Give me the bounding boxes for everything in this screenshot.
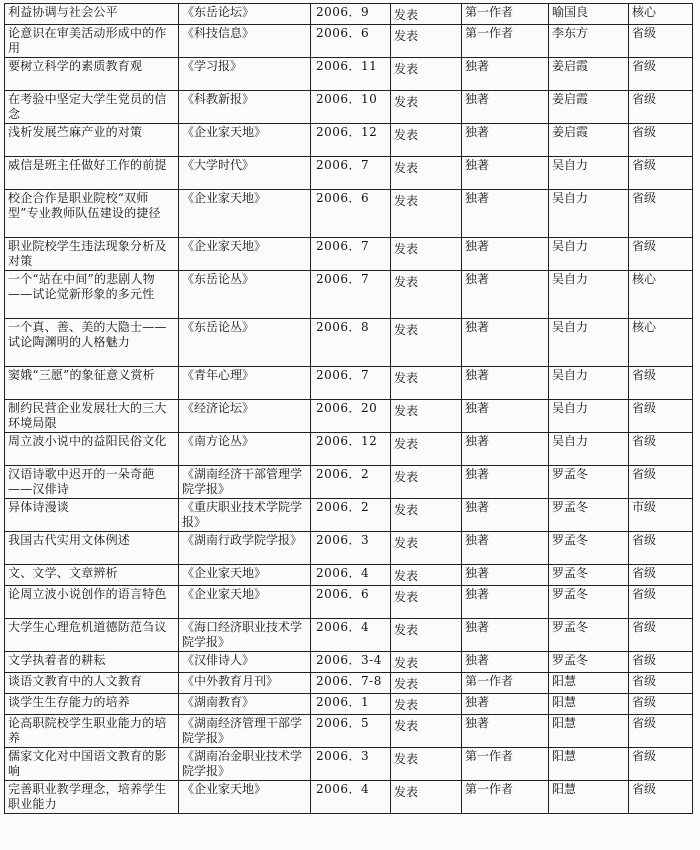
table-row [5,499,693,532]
table-row [5,271,693,319]
cell-title: 文、文学、文章辨析 [5,565,179,586]
cell-authorship: 第一作者 [462,781,549,814]
cell-type: 发表 [391,499,462,532]
table-row [5,619,693,652]
table-row [5,466,693,499]
cell-date: 2006．11 [311,58,391,91]
cell-title: 窦娥“三愿”的象征意义赏析 [5,367,179,400]
table-row [5,190,693,238]
table-row [5,652,693,673]
cell-author: 姜启霞 [549,58,629,91]
cell-author: 阳慧 [549,673,629,694]
cell-authorship: 独著 [462,466,549,499]
table-row [5,565,693,586]
cell-title: 我国古代实用文体例述 [5,532,179,565]
cell-authorship: 独著 [462,367,549,400]
cell-author: 罗孟冬 [549,619,629,652]
cell-type: 发表 [391,4,462,25]
cell-level: 省级 [629,190,693,238]
cell-date: 2006．7 [311,367,391,400]
table-row [5,124,693,157]
cell-type: 发表 [391,466,462,499]
cell-date: 2006．1 [311,694,391,715]
cell-title: 威信是班主任做好工作的前提 [5,157,179,190]
cell-type: 发表 [391,652,462,673]
cell-authorship: 独著 [462,91,549,124]
cell-date: 2006．6 [311,190,391,238]
cell-date: 2006．20 [311,400,391,433]
cell-authorship: 独著 [462,499,549,532]
table-row [5,433,693,466]
cell-level: 省级 [629,652,693,673]
cell-level: 省级 [629,58,693,91]
cell-type: 发表 [391,319,462,367]
cell-author: 喻国良 [549,4,629,25]
cell-journal: 《青年心理》 [179,367,311,400]
cell-date: 2006．5 [311,715,391,748]
cell-type: 发表 [391,271,462,319]
cell-level: 市级 [629,499,693,532]
cell-authorship: 独著 [462,157,549,190]
cell-author: 阳慧 [549,694,629,715]
cell-journal: 《湖南经济管理干部学院学报》 [179,715,311,748]
cell-author: 吴自力 [549,367,629,400]
cell-type: 发表 [391,715,462,748]
cell-date: 2006．6 [311,586,391,619]
cell-level: 核心 [629,319,693,367]
cell-title: 校企合作是职业院校“双师型”专业教师队伍建设的捷径 [5,190,179,238]
cell-authorship: 独著 [462,433,549,466]
cell-date: 2006．3 [311,532,391,565]
cell-date: 2006．7 [311,157,391,190]
cell-title: 浅析发展苎麻产业的对策 [5,124,179,157]
cell-date: 2006．6 [311,25,391,58]
cell-level: 省级 [629,400,693,433]
publication-table-body [5,4,693,814]
cell-journal: 《企业家天地》 [179,586,311,619]
cell-level: 省级 [629,565,693,586]
cell-date: 2006．10 [311,91,391,124]
cell-journal: 《科教新报》 [179,91,311,124]
cell-authorship: 第一作者 [462,4,549,25]
cell-level: 省级 [629,694,693,715]
cell-journal: 《汉俳诗人》 [179,652,311,673]
table-row [5,4,693,25]
cell-journal: 《湖南冶金职业技术学院学报》 [179,748,311,781]
cell-type: 发表 [391,400,462,433]
cell-journal: 《企业家天地》 [179,781,311,814]
cell-title: 利益协调与社会公平 [5,4,179,25]
cell-title: 在考验中坚定大学生党员的信念 [5,91,179,124]
cell-authorship: 独著 [462,715,549,748]
table-row [5,781,693,814]
cell-journal: 《海口经济职业技术学院学报》 [179,619,311,652]
table-row [5,748,693,781]
cell-author: 阳慧 [549,781,629,814]
cell-level: 省级 [629,367,693,400]
cell-date: 2006．12 [311,124,391,157]
cell-authorship: 独著 [462,694,549,715]
cell-date: 2006．4 [311,781,391,814]
table-row [5,238,693,271]
cell-type: 发表 [391,124,462,157]
cell-journal: 《中外教育月刊》 [179,673,311,694]
cell-date: 2006．8 [311,319,391,367]
cell-title: 谈学生生存能力的培养 [5,694,179,715]
cell-authorship: 独著 [462,652,549,673]
cell-type: 发表 [391,190,462,238]
cell-date: 2006．9 [311,4,391,25]
cell-authorship: 独著 [462,271,549,319]
cell-level: 省级 [629,586,693,619]
cell-author: 姜启霞 [549,124,629,157]
cell-title: 论周立波小说创作的语言特色 [5,586,179,619]
cell-type: 发表 [391,25,462,58]
cell-author: 罗孟冬 [549,565,629,586]
cell-authorship: 独著 [462,319,549,367]
cell-type: 发表 [391,586,462,619]
cell-authorship: 独著 [462,565,549,586]
table-row [5,673,693,694]
cell-journal: 《湖南教育》 [179,694,311,715]
cell-date: 2006．12 [311,433,391,466]
cell-journal: 《东岳论丛》 [179,271,311,319]
table-row [5,367,693,400]
cell-title: 周立波小说中的益阳民俗文化 [5,433,179,466]
cell-author: 李东方 [549,25,629,58]
cell-authorship: 独著 [462,619,549,652]
cell-authorship: 第一作者 [462,748,549,781]
cell-type: 发表 [391,157,462,190]
table-row [5,58,693,91]
cell-journal: 《重庆职业技术学院学报》 [179,499,311,532]
cell-date: 2006．3 [311,748,391,781]
cell-authorship: 独著 [462,586,549,619]
cell-journal: 《东岳论坛》 [179,4,311,25]
cell-title: 异体诗漫谈 [5,499,179,532]
cell-date: 2006．4 [311,619,391,652]
cell-journal: 《经济论坛》 [179,400,311,433]
cell-level: 省级 [629,238,693,271]
cell-date: 2006．2 [311,499,391,532]
table-row [5,694,693,715]
cell-date: 2006．7 [311,271,391,319]
cell-date: 2006．7 [311,238,391,271]
cell-journal: 《企业家天地》 [179,238,311,271]
cell-author: 阳慧 [549,748,629,781]
cell-authorship: 第一作者 [462,25,549,58]
cell-author: 吴自力 [549,271,629,319]
cell-type: 发表 [391,238,462,271]
cell-level: 省级 [629,124,693,157]
table-row [5,319,693,367]
table-row [5,715,693,748]
cell-authorship: 独著 [462,238,549,271]
cell-level: 省级 [629,748,693,781]
publication-table [4,3,693,814]
cell-journal: 《大学时代》 [179,157,311,190]
cell-authorship: 独著 [462,400,549,433]
cell-journal: 《东岳论丛》 [179,319,311,367]
cell-title: 制约民营企业发展壮大的三大环境局限 [5,400,179,433]
cell-date: 2006．2 [311,466,391,499]
cell-level: 省级 [629,157,693,190]
cell-type: 发表 [391,694,462,715]
cell-title: 文学执着者的耕耘 [5,652,179,673]
cell-title: 职业院校学生违法现象分析及对策 [5,238,179,271]
cell-journal: 《湖南行政学院学报》 [179,532,311,565]
cell-title: 谈语文教育中的人文教育 [5,673,179,694]
cell-title: 一个“站在中间”的悲剧人物——试论觉新形象的多元性 [5,271,179,319]
cell-author: 吴自力 [549,157,629,190]
cell-authorship: 独著 [462,58,549,91]
cell-journal: 《企业家天地》 [179,565,311,586]
cell-type: 发表 [391,433,462,466]
cell-type: 发表 [391,532,462,565]
table-row [5,586,693,619]
cell-level: 省级 [629,532,693,565]
cell-title: 论意识在审美活动形成中的作用 [5,25,179,58]
cell-type: 发表 [391,781,462,814]
cell-journal: 《学习报》 [179,58,311,91]
cell-level: 省级 [629,673,693,694]
cell-author: 吴自力 [549,400,629,433]
cell-journal: 《企业家天地》 [179,124,311,157]
cell-journal: 《科技信息》 [179,25,311,58]
cell-author: 罗孟冬 [549,499,629,532]
cell-authorship: 独著 [462,190,549,238]
cell-authorship: 独著 [462,124,549,157]
cell-journal: 《南方论丛》 [179,433,311,466]
cell-level: 省级 [629,715,693,748]
cell-author: 吴自力 [549,319,629,367]
cell-level: 省级 [629,433,693,466]
cell-date: 2006．4 [311,565,391,586]
cell-level: 省级 [629,466,693,499]
cell-author: 罗孟冬 [549,586,629,619]
cell-level: 核心 [629,271,693,319]
cell-title: 要树立科学的素质教育观 [5,58,179,91]
table-row [5,400,693,433]
cell-title: 完善职业教学理念，培养学生职业能力 [5,781,179,814]
cell-type: 发表 [391,619,462,652]
cell-title: 一个真、善、美的大隐士——试论陶渊明的人格魅力 [5,319,179,367]
cell-author: 罗孟冬 [549,466,629,499]
cell-journal: 《企业家天地》 [179,190,311,238]
table-row [5,532,693,565]
cell-author: 吴自力 [549,433,629,466]
cell-author: 罗孟冬 [549,532,629,565]
table-row [5,25,693,58]
cell-type: 发表 [391,565,462,586]
cell-title: 大学生心理危机道德防范刍议 [5,619,179,652]
cell-level: 省级 [629,781,693,814]
cell-author: 姜启霞 [549,91,629,124]
cell-date: 2006．3-4 [311,652,391,673]
cell-level: 省级 [629,25,693,58]
cell-author: 阳慧 [549,715,629,748]
cell-type: 发表 [391,748,462,781]
cell-type: 发表 [391,91,462,124]
cell-level: 省级 [629,91,693,124]
cell-title: 论高职院校学生职业能力的培养 [5,715,179,748]
table-row [5,91,693,124]
cell-date: 2006．7-8 [311,673,391,694]
cell-author: 罗孟冬 [549,652,629,673]
cell-type: 发表 [391,367,462,400]
cell-author: 吴自力 [549,190,629,238]
cell-journal: 《湖南经济干部管理学院学报》 [179,466,311,499]
cell-title: 汉语诗歌中迟开的一朵奇葩——汉俳诗 [5,466,179,499]
cell-level: 省级 [629,619,693,652]
table-row [5,157,693,190]
cell-author: 吴自力 [549,238,629,271]
cell-type: 发表 [391,58,462,91]
cell-type: 发表 [391,673,462,694]
cell-level: 核心 [629,4,693,25]
cell-authorship: 第一作者 [462,673,549,694]
cell-authorship: 独著 [462,532,549,565]
cell-title: 儒家文化对中国语文教育的影响 [5,748,179,781]
